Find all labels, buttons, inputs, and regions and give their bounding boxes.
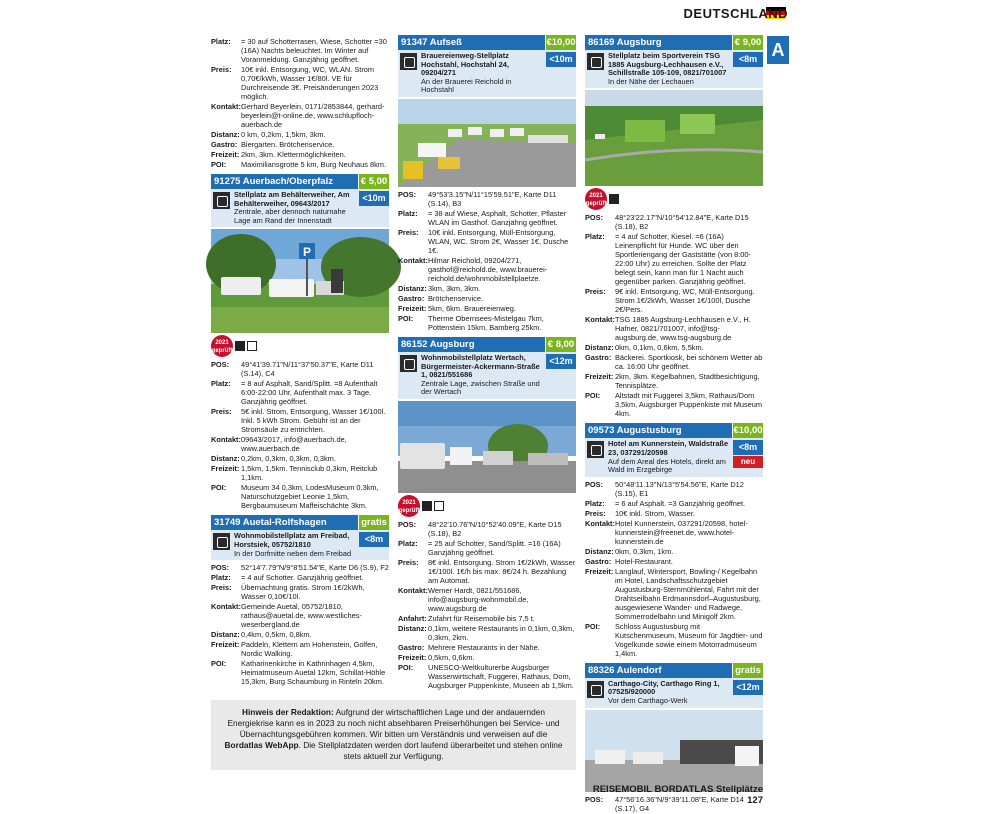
site-title: Wohnmobilstellplatz Wertach, Bürgermeister-Ackermann-Straße 1, 0821/551686	[421, 352, 540, 380]
field-value: Schloss Augustusburg mit Kutschenmuseum, Museum für Jagdtier- und Vogelkunde sowie einem Motorradmuseum 1,4km.	[615, 621, 763, 658]
editorial-note	[211, 700, 576, 770]
field-value: Brötchenservice.	[428, 293, 484, 303]
entry-name: 09573 Augustusburg	[585, 423, 732, 438]
field-label: Gastro:	[398, 293, 425, 303]
site-photo	[211, 229, 389, 333]
site-description: Zentrale Lage, zwischen Straße und der Wertach	[421, 378, 540, 397]
field-value: 49°41'39.71"N/11°37'50.37"E, Karte D11 (S.14), C4	[241, 360, 374, 379]
note-text: Aufgrund der wirtschaftlichen Lage und der andauernden Energiekrise kann es in 2023 zu noch nicht absehbaren Preiserhöhungen bei Service- und Übernachtungsgebühren kommen. Wir bitten um Verständnis und verweisen auf die	[227, 707, 560, 739]
field-label: POI:	[211, 160, 227, 169]
field-label: Kontakt:	[211, 435, 241, 445]
badge-row	[398, 495, 576, 517]
field-value: 2km, 3km. Kegelbahnen, Stadtbesichtigung, Tennisplätze.	[615, 372, 760, 391]
field-value: 5€ inkl. Strom, Entsorgung, Wasser 1€/100l. Inkl. 5 kWh Strom. Gebühr ist an der Stromsäule zu entrichten.	[241, 407, 386, 435]
field-value: Altstadt mit Fuggerei 3,5km, Rathaus/Dom 3,5km, Augsburger Puppenkiste mit Museum 4km.	[615, 391, 763, 419]
field-value: = 30 auf Schotterrasen, Wiese, Schotter =30 (16A) Nachts beleuchtet. Im Winter auf Voranmeldung. Ganzjährig geöffnet.	[241, 37, 387, 64]
field-value: 0,2km, 0,3km, 0,3km, 0,3km.	[241, 454, 336, 464]
entry-name: 31749 Auetal-Rolfshagen	[211, 515, 358, 530]
service-icon	[247, 341, 257, 351]
price-badge: €10,00	[546, 37, 576, 48]
field-value: UNESCO-Weltkulturerbe Augsburger Wasserwirtschaft, Fuggerei, Rathaus, Dom, Augsburger Puppenkiste, Museen ab 1,5km.	[428, 662, 574, 690]
length-badge: <12m	[733, 680, 763, 695]
field-label: Freizeit:	[398, 652, 427, 662]
badge-row	[211, 335, 389, 357]
field-value: Langlauf, Wintersport, Bowling-/ Kegelbahn im Hotel, Landschaftsschutzgebiet Augustusburg-Sternmühlental, Fahrt mit der Drahtseilbahn Erdmannsdorf–Augustusburg, ausgewiesene Wander- und Radwege, Sommerrodelbahn und Minigolf 2km.	[615, 566, 761, 621]
field-label: Preis:	[211, 583, 232, 593]
field-value: 09643/2017, info@auerbach.de, www.auerbach.de	[241, 435, 347, 454]
site-type-icon	[400, 53, 417, 70]
length-badge: <8m	[733, 52, 763, 67]
field-label: POS:	[211, 563, 230, 573]
field-value: 0,1km, weitere Restaurants in 0,1km, 0,3km, 0,3km, 2km.	[428, 623, 575, 642]
country-heading: DEUTSCHLAND	[683, 6, 788, 21]
approved-seal-icon: 2021 geprüft	[398, 495, 420, 517]
field-value: Museum 34 0,3km, LodesMuseum 0,3km, Naturschutzgebiet Leonie 1,5km, Bergbaumuseum Maffeischächte 3km.	[241, 483, 379, 511]
field-value: Hotel-Restaurant.	[615, 556, 673, 566]
field-value: 50°48'11.13"N/13°5'54.56"E, Karte D12 (S.15), E1	[615, 479, 744, 498]
site-type-icon	[587, 681, 604, 698]
svg-text:P: P	[302, 245, 312, 260]
field-label: Kontakt:	[398, 585, 428, 595]
field-label: POI:	[585, 391, 601, 401]
field-value: Katharinenkirche in Kathrinhagen 4,5km, Heimatmuseum Auetal 12km, Schillat-Höhle 15,3km, Burg Schaumburg in Rinteln 20km.	[241, 659, 386, 687]
field-value: 0km, 0,1km, 0,6km, 5,5km.	[615, 343, 704, 353]
site-title: Hotel am Kunnerstein, Waldstraße 23, 037291/20598	[608, 439, 729, 457]
site-title: Wohnmobilstellplatz am Freibad, Horstsiek, 05752/1810	[234, 531, 350, 549]
field-value: Hotel Kunnerstein, 037291/20598, hotel-kunnerstein@freenet.de, www.hotel-kunnerstein.de	[615, 518, 748, 546]
field-label: POS:	[585, 794, 604, 804]
site-title: Brauereienweg-Stellplatz Hochstahl, Hochstahl 24, 09204/271	[421, 51, 509, 78]
site-photo	[585, 90, 763, 186]
site-photo	[585, 710, 763, 792]
entry-name: 88326 Aulendorf	[585, 663, 732, 678]
field-label: POS:	[211, 360, 230, 370]
length-badge: <10m	[546, 52, 576, 67]
approved-seal-icon: 2021 geprüft	[211, 335, 233, 357]
entry-augsburg-wertach	[398, 337, 576, 690]
field-value: 48°22'10.76"N/10°52'40.09"E, Karte D15 (S.18), B2	[428, 519, 562, 538]
field-label: Preis:	[398, 557, 419, 567]
field-value: Gerhard Beyerlein, 0171/2853844, gerhard-beyerlein@t-online.de, www.schlupfloch-auerbach.de	[241, 102, 385, 129]
field-label: Preis:	[585, 287, 606, 297]
entry-name: 91275 Auerbach/Oberpfalz	[211, 174, 358, 189]
note-tail: . Die Stellplatzdaten werden dort laufend überarbeitet und stehen online stets aktuell zur Verfügung.	[298, 740, 563, 761]
field-label: Preis:	[398, 227, 419, 237]
badge-row	[585, 188, 763, 210]
service-icon	[434, 501, 444, 511]
note-highlight[interactable]: Bordatlas WebApp	[224, 740, 299, 750]
entry-auerbach	[211, 174, 389, 510]
site-title: Stellplatz beim Sportverein TSG 1885 Augsburg-Lechhausen e.V., Schillstraße 105-109, 0821/701007	[608, 51, 727, 78]
price-badge: gratis	[359, 515, 389, 530]
site-description: In der Nähe der Lechauen	[608, 76, 694, 86]
field-value: 0,4km, 0,5km, 0,8km.	[241, 630, 312, 640]
field-label: Preis:	[211, 407, 232, 417]
field-label: Distanz:	[398, 283, 427, 293]
field-value: Therme Obernsees-Mistelgau 7km, Pottenstein 15km, Bamberg 25km.	[428, 313, 544, 332]
length-badge: <12m	[546, 354, 576, 369]
field-label: POI:	[585, 621, 601, 631]
field-label: Preis:	[585, 508, 606, 518]
field-label: Gastro:	[398, 642, 425, 652]
entry-name: 86152 Augsburg	[398, 337, 545, 352]
field-label: Distanz:	[211, 630, 240, 640]
field-label: Distanz:	[398, 623, 427, 633]
site-photo	[398, 99, 576, 187]
field-label: Kontakt:	[211, 602, 241, 612]
field-value: Gemeinde Auetal, 05752/1810, rathaus@auetal.de, www.westliches-weserbergland.de	[241, 602, 362, 630]
field-value: Hilmar Reichold, 09204/271, gasthof@reichold.de, www.brauerei-reichold.de/wohnmobilstellplaetze.	[428, 255, 548, 283]
price-badge: € 9,00	[734, 37, 762, 48]
note-lead: Hinweis der Redaktion:	[241, 707, 334, 717]
section-tab[interactable]: A	[767, 36, 789, 64]
field-label: Gastro:	[211, 140, 238, 149]
field-label: Kontakt:	[585, 518, 615, 528]
field-label: Freizeit:	[585, 372, 614, 382]
entry-auetal	[211, 515, 389, 686]
field-label: Distanz:	[211, 130, 240, 139]
field-label: Platz:	[585, 232, 605, 242]
field-value: 8€ inkl. Entsorgung. Strom 1€/2kWh, Wasser 1€/100l. 1€/h bis max. 8€/24 h. Bezahlung am Automat.	[428, 557, 576, 585]
service-icon	[235, 341, 245, 351]
field-value: = 4 auf Schotter. Ganzjährig geöffnet.	[241, 573, 364, 583]
field-value: 48°23'22.17"N/10°54'12.84"E, Karte D15 (S.18), B2	[615, 213, 749, 232]
entry-augsburg-lechhausen	[585, 35, 763, 418]
site-photo	[398, 401, 576, 493]
site-type-icon	[400, 355, 417, 372]
price-badge: gratis	[733, 663, 763, 678]
field-value: 49°53'3.15"N/11°15'59.51"E, Karte D11 (S.14), B3	[428, 189, 557, 208]
field-label: POS:	[398, 189, 417, 199]
price-badge: € 5,00	[360, 176, 388, 187]
field-value: Werner Hardt, 0821/551686, info@augsburg-wohnmobil.de, www.augsburg.de	[428, 585, 529, 613]
field-value: 47°56'16.36"N/9°39'11.08"E, Karte D14 (S.17), G4	[615, 794, 744, 813]
field-value: 52°14'7.79"N/9°8'51.54"E, Karte D6 (S.9), F2	[241, 563, 389, 573]
page-footer	[585, 784, 763, 806]
field-value: 2km, 3km. Klettermöglichkeiten.	[241, 150, 346, 159]
entry-name: 91347 Aufseß	[398, 35, 545, 50]
field-value: = 8 auf Asphalt, Sand/Splitt. =8 Aufenthalt 6:00-22:00 Uhr, Aufenthalt max. 3 Tage. Ganzjährig geöffnet.	[241, 379, 378, 407]
field-value: 3km, 3km, 3km.	[428, 283, 481, 293]
field-value: = 4 auf Schotter, Kiesel. =6 (16A) Leinenpflicht für Hunde. WC über den Sportleriengang der Gaststätte (von 8:00-22:00 Uhr) zu erreichen. Sollte der Platz belegt sein, kann man für 1 Nacht auch gegenüber parken. Ganzjährig geöffnet.	[615, 232, 751, 287]
field-label: Kontakt:	[398, 255, 428, 265]
field-label: POS:	[585, 213, 604, 223]
column-2	[398, 28, 576, 691]
site-title: Carthago-City, Carthago Ring 1, 07525/920000	[608, 678, 720, 697]
field-label: POI:	[398, 662, 414, 672]
site-type-icon	[587, 53, 604, 70]
site-description: Auf dem Areal des Hotels, direkt am Wald im Erzgebirge	[608, 456, 726, 475]
field-label: Kontakt:	[211, 102, 241, 111]
price-badge: €10,00	[733, 425, 763, 437]
field-label: Distanz:	[211, 454, 240, 464]
field-label: Anfahrt:	[398, 613, 427, 623]
field-label: Platz:	[398, 538, 418, 548]
field-label: Platz:	[211, 573, 231, 583]
entry-aufsess	[398, 35, 576, 332]
field-value: = 38 auf Wiese, Asphalt, Schotter, Pflaster WLAN im Gasthof. Ganzjährig geöffnet.	[428, 208, 567, 227]
length-badge: <8m	[359, 532, 389, 547]
field-label: POI:	[211, 659, 227, 669]
field-value: 10€ inkl. Strom, Wasser.	[615, 508, 695, 518]
field-label: Distanz:	[585, 546, 614, 556]
field-value: 0km, 0,3km, 1km.	[615, 546, 674, 556]
column-1	[211, 28, 389, 687]
field-value: = 6 auf Asphalt. =3 Ganzjährig geöffnet.	[615, 498, 746, 508]
site-type-icon	[213, 192, 230, 209]
field-label: Freizeit:	[211, 464, 240, 474]
field-label: POI:	[398, 313, 414, 323]
page-number: 127	[747, 795, 763, 806]
field-value: Übernachtung gratis. Strom 1€/2kWh, Wasser 0,10€/10l.	[241, 583, 365, 602]
field-value: 1,5km, 1,5km. Tennisclub 0,3km, Reitclub 1,1km.	[241, 464, 378, 483]
field-value: 10€ inkl. Entsorgung, WC, WLAN. Strom 0,70€/kWh, Wasser 1€/80l. VE für Durchreisende 3€. Preisänderungen 2023 möglich.	[241, 65, 379, 101]
site-type-icon	[587, 441, 604, 458]
site-description: An der Brauerei Reichold in Hochstahl	[421, 76, 512, 95]
site-description: Zentrale, aber dennoch naturnahe Lage am Rand der Innenstadt	[234, 207, 346, 225]
approved-seal-icon: 2021 geprüft	[585, 188, 607, 210]
footer-title: REISEMOBIL BORDATLAS Stellplätze	[592, 784, 763, 795]
length-badge: <10m	[359, 191, 389, 206]
field-label: Platz:	[585, 498, 605, 508]
field-label: Freizeit:	[398, 303, 427, 313]
new-badge: neu	[733, 456, 763, 468]
field-label: Freizeit:	[211, 150, 240, 159]
field-value: TSG 1885 Augsburg-Lechhausen e.V., H. Hafner, 0821/701007, info@tsg-augsburg.de, www.tsg-augsburg.de	[615, 315, 751, 343]
field-value: Paddeln, Klettern am Hohenstein, Golfen, Nordic Walking.	[241, 640, 378, 659]
site-description: Vor dem Carthago-Werk	[608, 695, 688, 705]
field-value: 0 km, 0,2km, 1,5km, 3km.	[241, 130, 326, 139]
entry-name: 86169 Augsburg	[585, 35, 732, 50]
field-label: Preis:	[211, 65, 232, 74]
field-label: Distanz:	[585, 343, 614, 353]
entry-augustusburg	[585, 423, 763, 657]
field-label: Gastro:	[585, 556, 612, 566]
field-value: Maximiliansgrotte 5 km, Burg Neuhaus 8km.	[241, 160, 386, 169]
column-3	[585, 28, 763, 814]
field-value: Zufahrt für Reisemobile bis 7,5 t.	[428, 613, 535, 623]
field-label: Platz:	[211, 379, 231, 389]
field-value: Mehrere Restaurants in der Nähe.	[428, 642, 540, 652]
site-type-icon	[213, 533, 230, 550]
field-value: Biergarten. Brötchenservice.	[241, 140, 335, 149]
field-label: Freizeit:	[585, 566, 614, 576]
field-value: = 25 auf Schotter, Sand/Splitt. =16 (16A) Ganzjährig geöffnet.	[428, 538, 561, 557]
site-title: Stellplatz am Behälterweiher, Am Behälterweiher, 09643/2017	[234, 190, 350, 208]
field-value: 0,5km, 0,6km.	[428, 652, 475, 662]
field-label: Kontakt:	[585, 315, 615, 325]
field-value: 9€ inkl. Entsorgung, WC, Müll-Entsorgung. Strom 1€/2kWh, Wasser 1€/100l, Dusche 2€/Pers.	[615, 287, 755, 315]
field-value: 5km, 6km. Brauereienweg.	[428, 303, 516, 313]
site-description: In der Dorfmitte neben dem Freibad	[234, 548, 352, 558]
field-label: Gastro:	[585, 353, 612, 363]
field-label: POS:	[585, 479, 604, 489]
entry-continued	[211, 37, 389, 169]
field-label: Platz:	[398, 208, 418, 218]
field-value: 10€ inkl. Entsorgung, Müll-Entsorgung, WLAN, WC. Strom 2€, Wasser 1€, Dusche 1€.	[428, 227, 569, 255]
field-label: Freizeit:	[211, 640, 240, 650]
service-icon	[422, 501, 432, 511]
field-label: POS:	[398, 519, 417, 529]
length-badge: <8m	[733, 440, 763, 455]
field-label: Platz:	[211, 37, 231, 46]
field-value: Bäckerei. Sportkiosk, bei schönem Wetter ab ca. 16:00 Uhr geöffnet.	[615, 353, 763, 372]
price-badge: € 8,00	[547, 338, 575, 350]
service-icon	[609, 194, 619, 204]
field-label: POI:	[211, 483, 227, 493]
